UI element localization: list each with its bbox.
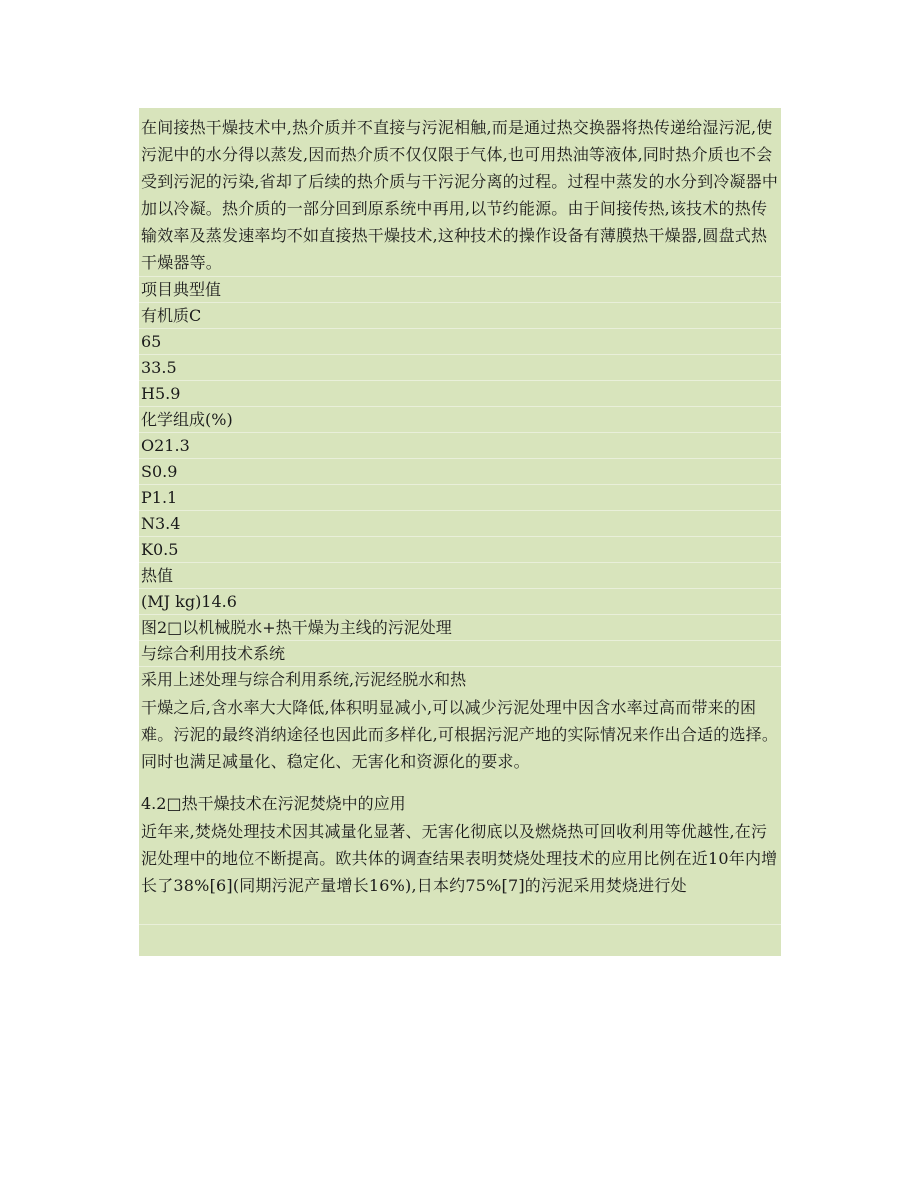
table-cell: S0.9: [141, 462, 178, 481]
section-heading-row: [139, 790, 781, 816]
caption-line: 图2□以机械脱水+热干燥为主线的污泥处理: [141, 618, 452, 637]
table-cell: 33.5: [141, 358, 177, 377]
table-cell: H5.9: [141, 384, 181, 403]
table-cell: 采用上述处理与综合利用系统,污泥经脱水和热: [141, 670, 467, 689]
table-row: [139, 302, 781, 328]
empty-row: [139, 924, 781, 956]
table-cell: 项目典型值: [141, 280, 222, 299]
table-row: [139, 458, 781, 484]
table-row: [139, 510, 781, 536]
caption-line: 与综合利用技术系统: [141, 644, 286, 663]
table-cell: 65: [141, 332, 162, 351]
table-row: [139, 432, 781, 458]
table-row: [139, 406, 781, 432]
table-row: [139, 380, 781, 406]
section-heading: 4.2□热干燥技术在污泥焚烧中的应用: [141, 794, 406, 813]
table-row: [139, 354, 781, 380]
table-cell: 热值: [141, 566, 174, 585]
table-cell: (MJ kg)14.6: [141, 592, 237, 611]
table-row: [139, 536, 781, 562]
table-row: [139, 562, 781, 588]
table-cell: K0.5: [141, 540, 179, 559]
body-paragraph: 近年来,焚烧处理技术因其减量化显著、无害化彻底以及燃烧热可回收利用等优越性,在污泥处理中的地位不断提高。欧共体的调查结果表明焚烧处理技术的应用比例在近10年内增长了38%[6](同期污泥产量增长16%),日本约75%[7]的污泥采用焚烧进行处: [141, 822, 778, 895]
table-row: [139, 328, 781, 354]
table-row: [139, 666, 781, 692]
table-cell: N3.4: [141, 514, 181, 533]
figure-caption: [139, 614, 781, 640]
figure-caption: [139, 640, 781, 666]
table-cell: 有机质C: [141, 306, 202, 325]
table-row: [139, 588, 781, 614]
intro-paragraph: 在间接热干燥技术中,热介质并不直接与污泥相触,而是通过热交换器将热传递给湿污泥,使污泥中的水分得以蒸发,因而热介质不仅仅限于气体,也可用热油等液体,同时热介质也不会受到污泥的污染,省却了后续的热介质与干污泥分离的过程。过程中蒸发的水分到冷凝器中加以冷凝。热介质的一部分回到原系统中再用,以节约能源。由于间接传热,该技术的热传输效率及蒸发速率均不如直接热干燥技术,这种技术的操作设备有薄膜热干燥器,圆盘式热干燥器等。: [141, 118, 779, 272]
table-cell: O21.3: [141, 436, 190, 455]
table-row: [139, 276, 781, 302]
document-page: [139, 108, 781, 956]
body-paragraph: 干燥之后,含水率大大降低,体积明显减小,可以减少污泥处理中因含水率过高而带来的困难。污泥的最终消纳途径也因此而多样化,可根据污泥产地的实际情况来作出合适的选择。同时也满足减量化、稳定化、无害化和资源化的要求。: [141, 698, 779, 771]
table-cell: P1.1: [141, 488, 178, 507]
table-row: [139, 484, 781, 510]
table-cell: 化学组成(%): [141, 410, 233, 429]
